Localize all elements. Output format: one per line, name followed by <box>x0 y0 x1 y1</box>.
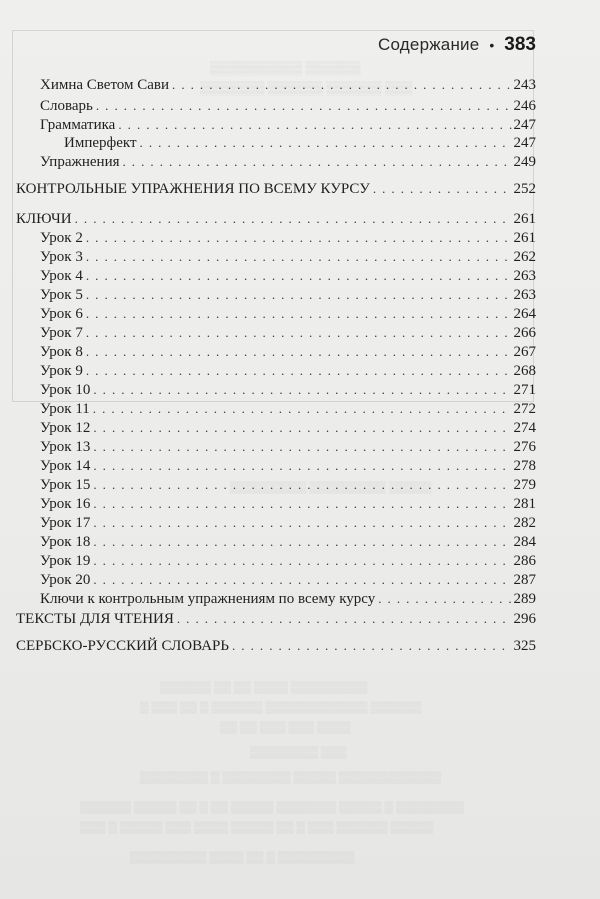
show-through-text: ▒▒▒▒▒▒▒▒▒ ▒ ▒▒ ▒▒▒▒ ▒▒▒▒▒▒▒▒▒ <box>130 850 355 864</box>
dot-leader <box>140 134 512 152</box>
toc-entry-page: 246 <box>513 98 536 114</box>
show-through-text: ▒▒▒▒ ▒▒▒ ▒▒▒ ▒▒ ▒▒ <box>220 720 352 734</box>
toc-entry-page: 267 <box>513 344 536 360</box>
toc-entry-title: Урок 12 <box>40 420 91 436</box>
dot-leader <box>93 457 511 475</box>
dot-leader <box>177 610 512 628</box>
toc-entry-title: КОНТРОЛЬНЫЕ УПРАЖНЕНИЯ ПО ВСЕМУ КУРСУ <box>16 181 370 197</box>
toc-section-row[interactable] <box>16 610 536 628</box>
toc-entry-page: 274 <box>513 420 536 436</box>
show-through-text: ▒▒▒▒▒▒▒▒▒ ▒▒▒▒ ▒▒ ▒▒ ▒▒▒▒▒▒ <box>160 680 368 694</box>
toc-row[interactable] <box>40 362 536 380</box>
dot-leader <box>93 438 511 456</box>
show-through-text: ▒▒▒▒▒▒ ▒▒▒▒▒▒▒▒▒▒ <box>210 60 361 75</box>
dot-leader <box>118 116 511 134</box>
show-through-text: ▒▒▒▒▒ ▒▒▒▒▒▒ ▒▒▒ ▒ ▒▒ ▒▒▒▒▒ ▒▒▒▒ ▒▒▒ ▒▒▒▒▒ ▒ ▒▒▒ <box>80 820 434 834</box>
toc-row[interactable] <box>40 343 536 361</box>
toc-entry-title: ТЕКСТЫ ДЛЯ ЧТЕНИЯ <box>16 611 174 627</box>
toc-entry-page: 252 <box>513 181 536 197</box>
toc-entry-title: Урок 17 <box>40 515 91 531</box>
toc-row[interactable] <box>40 438 536 456</box>
toc-entry-title: Урок 19 <box>40 553 91 569</box>
toc-entry-title: Урок 4 <box>40 268 83 284</box>
dot-leader <box>93 400 512 418</box>
toc-row[interactable] <box>40 571 536 589</box>
toc-entry-title: Урок 2 <box>40 230 83 246</box>
dot-leader <box>86 267 512 285</box>
dot-leader <box>378 590 511 608</box>
dot-leader <box>86 248 512 266</box>
toc-row[interactable] <box>40 514 536 532</box>
toc-entry-page: 247 <box>513 135 536 151</box>
toc-entry-title: Урок 11 <box>40 401 90 417</box>
toc-entry-title: Урок 13 <box>40 439 91 455</box>
toc-entry-page: 268 <box>513 363 536 379</box>
toc-entry-title: Урок 5 <box>40 287 83 303</box>
toc-entry-title: Урок 6 <box>40 306 83 322</box>
toc-row[interactable] <box>40 153 536 171</box>
toc-entry-title: Урок 14 <box>40 458 91 474</box>
toc-section-row[interactable] <box>16 180 536 198</box>
toc-row[interactable] <box>40 495 536 513</box>
toc-row[interactable] <box>40 248 536 266</box>
toc-entry-page: 284 <box>513 534 536 550</box>
toc-entry-page: 247 <box>513 117 536 133</box>
toc-entry-page: 325 <box>513 638 536 654</box>
show-through-text: ▒▒▒▒▒▒▒▒▒▒▒▒ ▒▒▒▒▒ ▒▒▒▒▒▒▒▒ ▒ ▒▒▒▒▒▒▒▒ <box>140 770 442 784</box>
toc-entry-page: 249 <box>513 154 536 170</box>
toc-entry-title: Урок 9 <box>40 363 83 379</box>
dot-leader <box>86 286 512 304</box>
toc-row[interactable] <box>40 552 536 570</box>
toc-entry-page: 278 <box>513 458 536 474</box>
toc-entry-title: Урок 18 <box>40 534 91 550</box>
toc-entry-title: СЕРБСКО-РУССКИЙ СЛОВАРЬ <box>16 638 229 654</box>
toc-entry-page: 286 <box>513 553 536 569</box>
toc-entry-title: КЛЮЧИ <box>16 211 72 227</box>
toc-entry-page: 243 <box>513 77 536 93</box>
toc-entry-page: 262 <box>513 249 536 265</box>
dot-leader <box>93 571 511 589</box>
dot-leader <box>96 97 512 115</box>
dot-leader <box>373 180 512 198</box>
dot-leader <box>86 362 512 380</box>
toc-entry-page: 287 <box>513 572 536 588</box>
toc-entry-page: 261 <box>513 211 536 227</box>
toc-entry-page: 263 <box>513 268 536 284</box>
toc-section-row[interactable] <box>16 637 536 655</box>
toc-entry-title: Ключи к контрольным упражнениям по всему курсу <box>40 591 376 607</box>
toc-entry-title: Химна Светом Сави <box>40 77 170 93</box>
page-number: 383 <box>504 34 536 55</box>
dot-leader <box>75 210 512 228</box>
toc-row[interactable] <box>40 533 536 551</box>
running-header-title: Содержание <box>378 35 480 54</box>
dot-leader <box>93 495 511 513</box>
dot-leader <box>232 637 512 655</box>
toc-row[interactable] <box>40 590 536 608</box>
toc-entry-page: 279 <box>513 477 536 493</box>
toc-row[interactable] <box>40 400 536 418</box>
show-through-text: ▒▒▒▒▒ ▒▒▒▒▒▒▒▒▒ ▒▒▒▒▒▒▒▒▒ <box>230 480 432 494</box>
toc-entry-page: 264 <box>513 306 536 322</box>
toc-row[interactable] <box>40 419 536 437</box>
toc-entry-title: Урок 10 <box>40 382 91 398</box>
toc-row[interactable] <box>40 476 536 494</box>
dot-leader <box>93 552 511 570</box>
dot-leader <box>93 419 511 437</box>
dot-leader <box>93 533 511 551</box>
toc-row[interactable] <box>40 324 536 342</box>
dot-leader <box>86 343 512 361</box>
toc-entry-title: Словарь <box>40 98 93 114</box>
show-through-text: ▒▒▒ ▒▒▒▒▒▒▒▒ <box>250 745 347 759</box>
toc-entry-page: 271 <box>513 382 536 398</box>
dot-leader <box>86 305 512 323</box>
toc-entry-title: Урок 20 <box>40 572 91 588</box>
toc-entry-title: Упражнения <box>40 154 120 170</box>
toc-entry-page: 272 <box>513 401 536 417</box>
toc-entry-page: 261 <box>513 230 536 246</box>
toc-section-row[interactable] <box>16 210 536 228</box>
toc-row[interactable] <box>64 134 536 152</box>
toc-row[interactable] <box>40 457 536 475</box>
toc-row[interactable] <box>40 116 536 134</box>
toc-entry-title: Урок 8 <box>40 344 83 360</box>
toc-entry-title: Урок 16 <box>40 496 91 512</box>
dot-leader <box>93 514 511 532</box>
toc-row[interactable] <box>40 286 536 304</box>
toc-row[interactable] <box>40 229 536 247</box>
toc-entry-page: 276 <box>513 439 536 455</box>
dot-leader <box>93 381 511 399</box>
toc-row[interactable] <box>40 97 536 115</box>
toc-entry-title: Урок 15 <box>40 477 91 493</box>
bullet-separator: • <box>489 37 495 53</box>
toc-entry-page: 263 <box>513 287 536 303</box>
toc-row[interactable] <box>40 305 536 323</box>
toc-row[interactable] <box>40 267 536 285</box>
toc-entry-title: Урок 7 <box>40 325 83 341</box>
dot-leader <box>123 153 512 171</box>
dot-leader <box>93 476 511 494</box>
toc-entry-page: 282 <box>513 515 536 531</box>
toc-entry-page: 296 <box>513 611 536 627</box>
toc-entry-page: 281 <box>513 496 536 512</box>
dot-leader <box>172 76 511 94</box>
toc-entry-page: 266 <box>513 325 536 341</box>
show-through-text: ▒▒▒ ▒▒▒▒▒▒ ▒▒▒▒▒▒ ▒▒▒▒▒▒▒ <box>200 80 413 95</box>
toc-entry-page: 289 <box>513 591 536 607</box>
dot-leader <box>86 324 512 342</box>
toc-entry-title: Урок 3 <box>40 249 83 265</box>
toc-row[interactable] <box>40 381 536 399</box>
show-through-text: ▒▒▒▒▒▒▒▒ ▒ ▒▒▒▒▒ ▒▒▒▒▒▒▒ ▒▒▒▒▒ ▒▒ ▒ ▒▒ ▒▒▒▒▒ ▒▒▒▒▒▒ <box>80 800 465 814</box>
toc-row[interactable] <box>40 76 536 94</box>
dot-leader <box>86 229 512 247</box>
show-through-text: ▒▒▒▒▒▒ ▒▒▒▒▒▒▒▒▒▒▒▒ ▒▒▒▒▒▒ ▒ ▒▒ ▒▒▒ ▒ <box>140 700 422 714</box>
toc-entry-title: Грамматика <box>40 117 116 133</box>
toc-entry-title: Имперфект <box>64 135 137 151</box>
